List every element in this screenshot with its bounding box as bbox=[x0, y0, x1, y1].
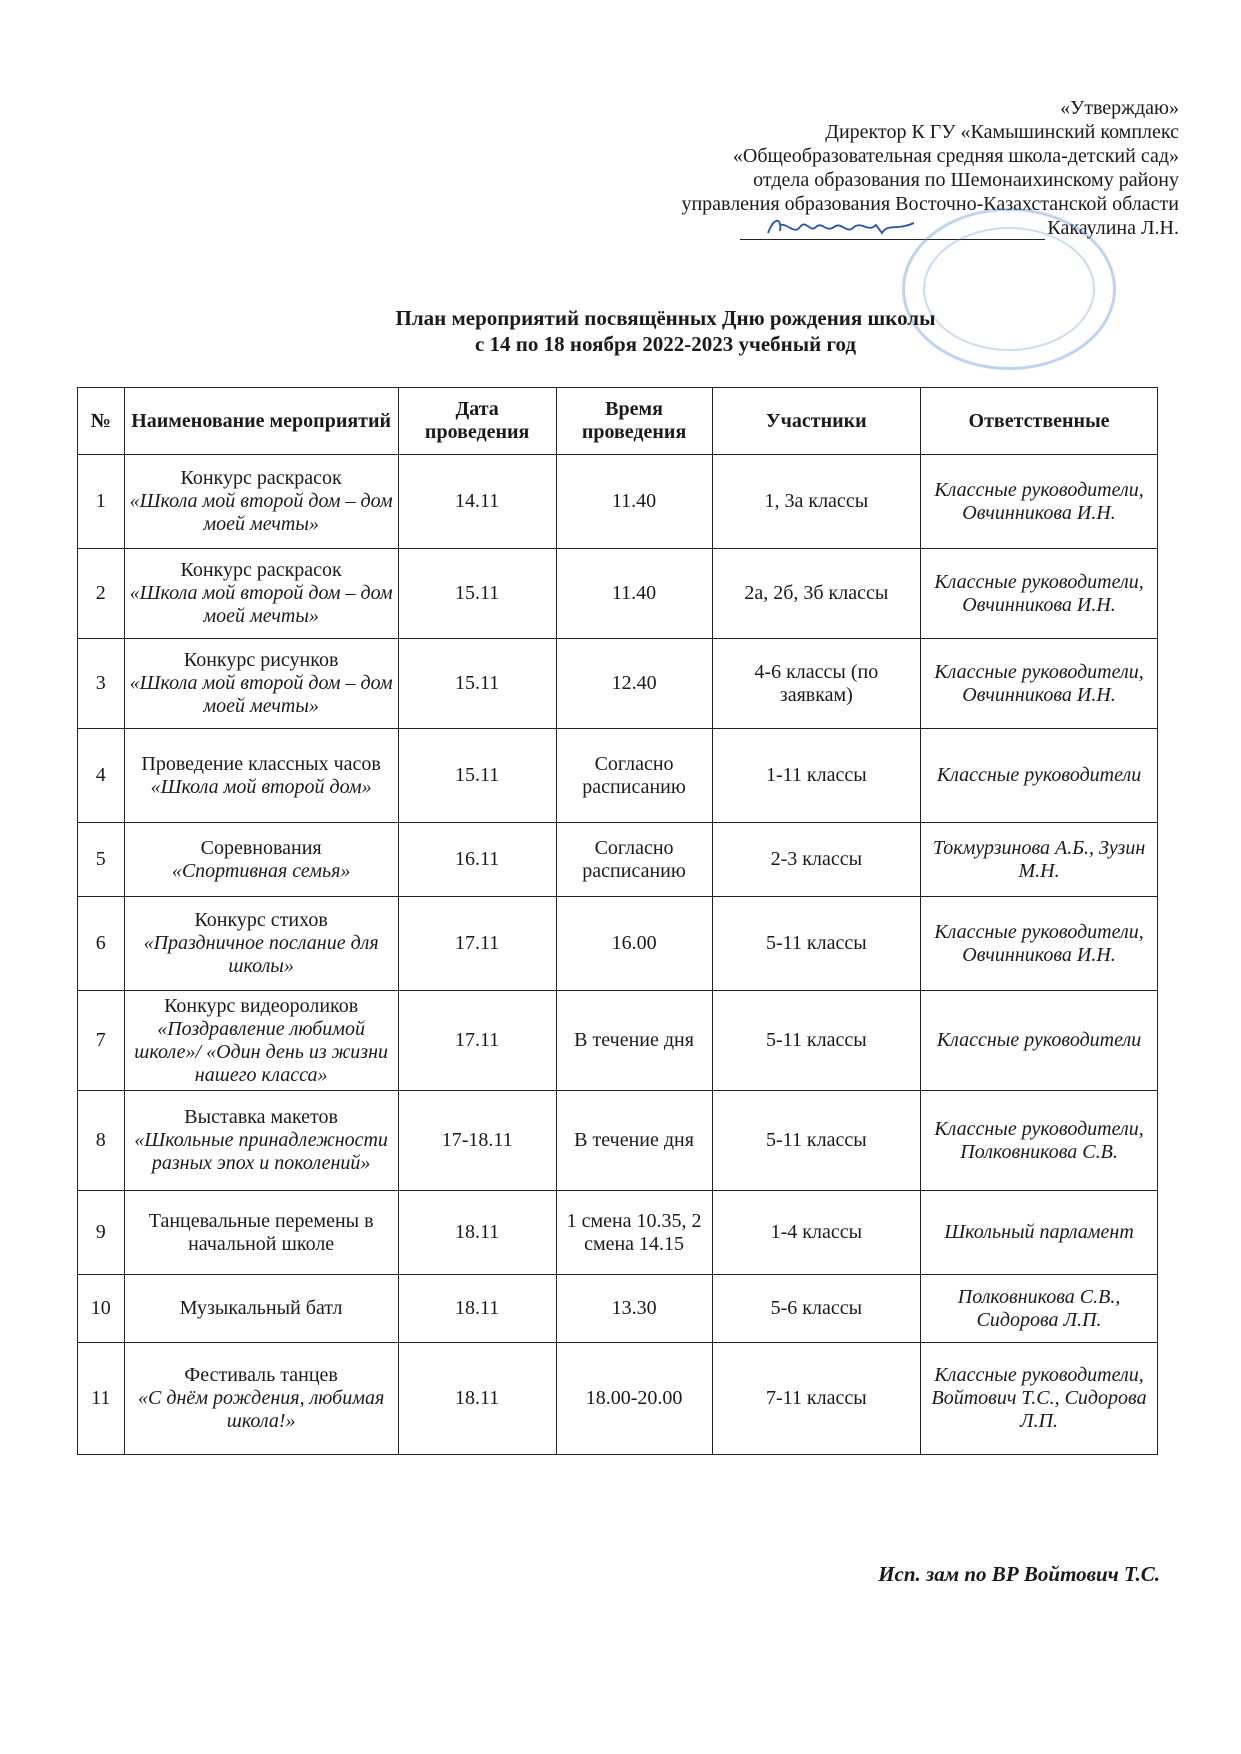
cell-responsible bbox=[921, 1275, 1158, 1343]
cell-participants bbox=[712, 1275, 921, 1343]
approval-line: отдела образования по Шемонаихинскому району bbox=[753, 169, 1179, 191]
event-participants: 1, 3а классы bbox=[764, 490, 869, 512]
cell-time bbox=[556, 549, 712, 639]
event-time: 13.30 bbox=[611, 1297, 657, 1319]
header-date: Дата проведения bbox=[398, 388, 556, 455]
table-row bbox=[78, 639, 1158, 729]
cell-date bbox=[398, 1091, 556, 1191]
cell-event bbox=[124, 1091, 398, 1191]
header-time: Время проведения bbox=[556, 388, 712, 455]
event-subtitle: «Школьные принадлежности разных эпох и поколений» bbox=[134, 1129, 388, 1174]
event-name: Соревнования bbox=[200, 836, 322, 859]
event-name: Конкурс раскрасок bbox=[180, 467, 342, 489]
event-responsible: Классные руководители bbox=[936, 1029, 1142, 1051]
cell-participants bbox=[712, 991, 921, 1091]
cell-number bbox=[78, 455, 125, 549]
event-responsible: Классные руководители, Полковникова С.В. bbox=[934, 1117, 1144, 1163]
event-name: Фестиваль танцев bbox=[184, 1364, 338, 1386]
cell-event bbox=[124, 1191, 398, 1275]
event-responsible: Токмурзинова А.Б., Зузин М.Н. bbox=[932, 836, 1146, 882]
cell-date bbox=[398, 729, 556, 823]
event-responsible: Классные руководители, Войтович Т.С., Сидорова Л.П. bbox=[931, 1364, 1147, 1432]
row-number: 4 bbox=[95, 764, 106, 786]
handwritten-signature bbox=[764, 211, 924, 241]
event-participants: 4-6 классы (по заявкам) bbox=[754, 660, 879, 706]
cell-responsible bbox=[921, 897, 1158, 991]
cell-event bbox=[124, 1343, 398, 1455]
cell-time bbox=[556, 455, 712, 549]
table-row bbox=[78, 897, 1158, 991]
row-number: 7 bbox=[95, 1029, 106, 1051]
event-name: Конкурс видеороликов bbox=[164, 994, 359, 1017]
event-date: 15.11 bbox=[455, 582, 500, 604]
event-date: 15.11 bbox=[455, 672, 500, 694]
cell-responsible bbox=[921, 455, 1158, 549]
cell-participants bbox=[712, 897, 921, 991]
event-responsible: Классные руководители, Овчинникова И.Н. bbox=[934, 660, 1144, 706]
cell-time bbox=[556, 991, 712, 1091]
cell-date bbox=[398, 1191, 556, 1275]
cell-participants bbox=[712, 1191, 921, 1275]
table-row bbox=[78, 1343, 1158, 1455]
event-subtitle: «Школа мой второй дом – дом моей мечты» bbox=[129, 582, 393, 627]
event-responsible: Классные руководители bbox=[936, 764, 1142, 786]
row-number: 5 bbox=[95, 848, 106, 870]
cell-date bbox=[398, 897, 556, 991]
row-number: 2 bbox=[95, 582, 106, 604]
cell-responsible bbox=[921, 1191, 1158, 1275]
cell-event bbox=[124, 729, 398, 823]
cell-responsible bbox=[921, 823, 1158, 897]
page-title bbox=[0, 305, 1241, 357]
event-name: Конкурс стихов bbox=[194, 909, 328, 931]
cell-time bbox=[556, 729, 712, 823]
header-event: Наименование мероприятий bbox=[124, 388, 398, 455]
event-name: Музыкальный батл bbox=[179, 1297, 343, 1319]
signer-name: Какаулина Л.Н. bbox=[1047, 217, 1179, 239]
cell-number bbox=[78, 1275, 125, 1343]
cell-number bbox=[78, 1091, 125, 1191]
event-participants: 5-11 классы bbox=[765, 932, 867, 954]
cell-participants bbox=[712, 823, 921, 897]
event-time: В течение дня bbox=[574, 1029, 694, 1051]
event-time: 11.40 bbox=[611, 490, 657, 512]
cell-date bbox=[398, 639, 556, 729]
event-participants: 5-11 классы bbox=[765, 1029, 867, 1051]
approval-line: Директор К ГУ «Камышинский комплекс bbox=[825, 121, 1179, 143]
cell-number bbox=[78, 639, 125, 729]
event-date: 18.11 bbox=[455, 1297, 500, 1319]
event-name: Проведение классных часов bbox=[141, 752, 381, 775]
row-number: 8 bbox=[95, 1129, 106, 1151]
event-subtitle: «Спортивная семья» bbox=[171, 859, 351, 882]
cell-date bbox=[398, 823, 556, 897]
cell-time bbox=[556, 1275, 712, 1343]
event-participants: 5-11 классы bbox=[765, 1129, 867, 1151]
event-subtitle: «Праздничное послание для школы» bbox=[143, 932, 379, 977]
event-date: 15.11 bbox=[455, 764, 500, 786]
row-number: 6 bbox=[95, 932, 106, 954]
event-name: Конкурс рисунков bbox=[183, 649, 339, 671]
cell-time bbox=[556, 639, 712, 729]
event-date: 17.11 bbox=[455, 932, 500, 954]
cell-participants bbox=[712, 549, 921, 639]
event-subtitle: «Школа мой второй дом – дом моей мечты» bbox=[129, 672, 393, 717]
cell-responsible bbox=[921, 991, 1158, 1091]
cell-participants bbox=[712, 1343, 921, 1455]
table-header-row bbox=[78, 388, 1158, 455]
cell-number bbox=[78, 1343, 125, 1455]
event-time: В течение дня bbox=[574, 1129, 694, 1151]
footer-executor: Исп. зам по ВР Войтович Т.С. bbox=[878, 1562, 1160, 1586]
event-responsible: Классные руководители, Овчинникова И.Н. bbox=[934, 478, 1144, 524]
cell-number bbox=[78, 991, 125, 1091]
event-name: Конкурс раскрасок bbox=[180, 559, 342, 581]
event-date: 14.11 bbox=[455, 490, 500, 512]
event-name: Танцевальные перемены в начальной школе bbox=[148, 1209, 374, 1255]
row-number: 11 bbox=[91, 1387, 111, 1409]
cell-event bbox=[124, 549, 398, 639]
event-time: Согласно расписанию bbox=[582, 836, 686, 882]
event-date: 18.11 bbox=[455, 1221, 500, 1243]
approval-line: управления образования Восточно-Казахстанской области bbox=[681, 193, 1179, 215]
cell-participants bbox=[712, 729, 921, 823]
event-participants: 1-11 классы bbox=[765, 764, 867, 786]
event-responsible: Классные руководители, Овчинникова И.Н. bbox=[934, 920, 1144, 966]
event-subtitle: «Школа мой второй дом – дом моей мечты» bbox=[129, 490, 393, 535]
table-row bbox=[78, 991, 1158, 1091]
table-row bbox=[78, 1091, 1158, 1191]
event-responsible: Полковникова С.В., Сидорова Л.П. bbox=[957, 1285, 1121, 1331]
cell-participants bbox=[712, 455, 921, 549]
event-participants: 7-11 классы bbox=[765, 1387, 867, 1409]
cell-number bbox=[78, 549, 125, 639]
cell-event bbox=[124, 897, 398, 991]
event-time: 18.00-20.00 bbox=[585, 1387, 683, 1409]
event-participants: 2а, 2б, 3б классы bbox=[744, 582, 889, 604]
cell-responsible bbox=[921, 549, 1158, 639]
cell-responsible bbox=[921, 1091, 1158, 1191]
cell-date bbox=[398, 1275, 556, 1343]
cell-event bbox=[124, 455, 398, 549]
event-date: 17-18.11 bbox=[441, 1129, 513, 1151]
event-participants: 1-4 классы bbox=[770, 1221, 863, 1243]
cell-event bbox=[124, 639, 398, 729]
event-time: Согласно расписанию bbox=[582, 752, 686, 798]
row-number: 10 bbox=[90, 1297, 111, 1319]
table-row bbox=[78, 729, 1158, 823]
row-number: 1 bbox=[95, 490, 106, 512]
cell-event bbox=[124, 823, 398, 897]
event-date: 16.11 bbox=[455, 848, 500, 870]
table-row bbox=[78, 823, 1158, 897]
cell-time bbox=[556, 1343, 712, 1455]
approval-block bbox=[459, 96, 1179, 240]
table-row bbox=[78, 455, 1158, 549]
event-subtitle: «Школа мой второй дом» bbox=[150, 775, 372, 798]
event-subtitle: «Поздравление любимой школе»/ «Один день из жизни нашего класса» bbox=[134, 1017, 388, 1086]
event-time: 16.00 bbox=[611, 932, 657, 954]
cell-date bbox=[398, 991, 556, 1091]
approval-line: «Утверждаю» bbox=[1060, 97, 1179, 119]
cell-participants bbox=[712, 1091, 921, 1191]
event-responsible: Классные руководители, Овчинникова И.Н. bbox=[934, 570, 1144, 616]
cell-time bbox=[556, 897, 712, 991]
event-subtitle: «С днём рождения, любимая школа!» bbox=[138, 1387, 385, 1432]
cell-number bbox=[78, 897, 125, 991]
table-row bbox=[78, 1275, 1158, 1343]
events-table bbox=[77, 387, 1158, 1455]
row-number: 9 bbox=[95, 1221, 106, 1243]
event-time: 11.40 bbox=[611, 582, 657, 604]
event-participants: 5-6 классы bbox=[770, 1297, 863, 1319]
cell-time bbox=[556, 1191, 712, 1275]
header-number: № bbox=[78, 388, 125, 455]
table-row bbox=[78, 1191, 1158, 1275]
cell-responsible bbox=[921, 729, 1158, 823]
header-responsible: Ответственные bbox=[921, 388, 1158, 455]
cell-responsible bbox=[921, 639, 1158, 729]
cell-number bbox=[78, 1191, 125, 1275]
cell-responsible bbox=[921, 1343, 1158, 1455]
cell-date bbox=[398, 455, 556, 549]
cell-number bbox=[78, 823, 125, 897]
cell-date bbox=[398, 1343, 556, 1455]
event-date: 17.11 bbox=[455, 1029, 500, 1051]
event-time: 1 смена 10.35, 2 смена 14.15 bbox=[566, 1209, 702, 1255]
title-line-1: План мероприятий посвящённых Дню рождения школы bbox=[395, 306, 936, 330]
event-participants: 2-3 классы bbox=[770, 848, 863, 870]
event-name: Выставка макетов bbox=[184, 1106, 338, 1128]
cell-event bbox=[124, 991, 398, 1091]
header-participants: Участники bbox=[712, 388, 921, 455]
cell-time bbox=[556, 1091, 712, 1191]
cell-number bbox=[78, 729, 125, 823]
cell-time bbox=[556, 823, 712, 897]
event-date: 18.11 bbox=[455, 1387, 500, 1409]
table-row bbox=[78, 549, 1158, 639]
approval-line: «Общеобразовательная средняя школа-детский сад» bbox=[732, 145, 1179, 167]
cell-event bbox=[124, 1275, 398, 1343]
cell-date bbox=[398, 549, 556, 639]
event-responsible: Школьный парламент bbox=[944, 1221, 1134, 1243]
title-line-2: с 14 по 18 ноября 2022-2023 учебный год bbox=[474, 332, 857, 356]
cell-participants bbox=[712, 639, 921, 729]
event-time: 12.40 bbox=[611, 672, 657, 694]
row-number: 3 bbox=[95, 672, 106, 694]
